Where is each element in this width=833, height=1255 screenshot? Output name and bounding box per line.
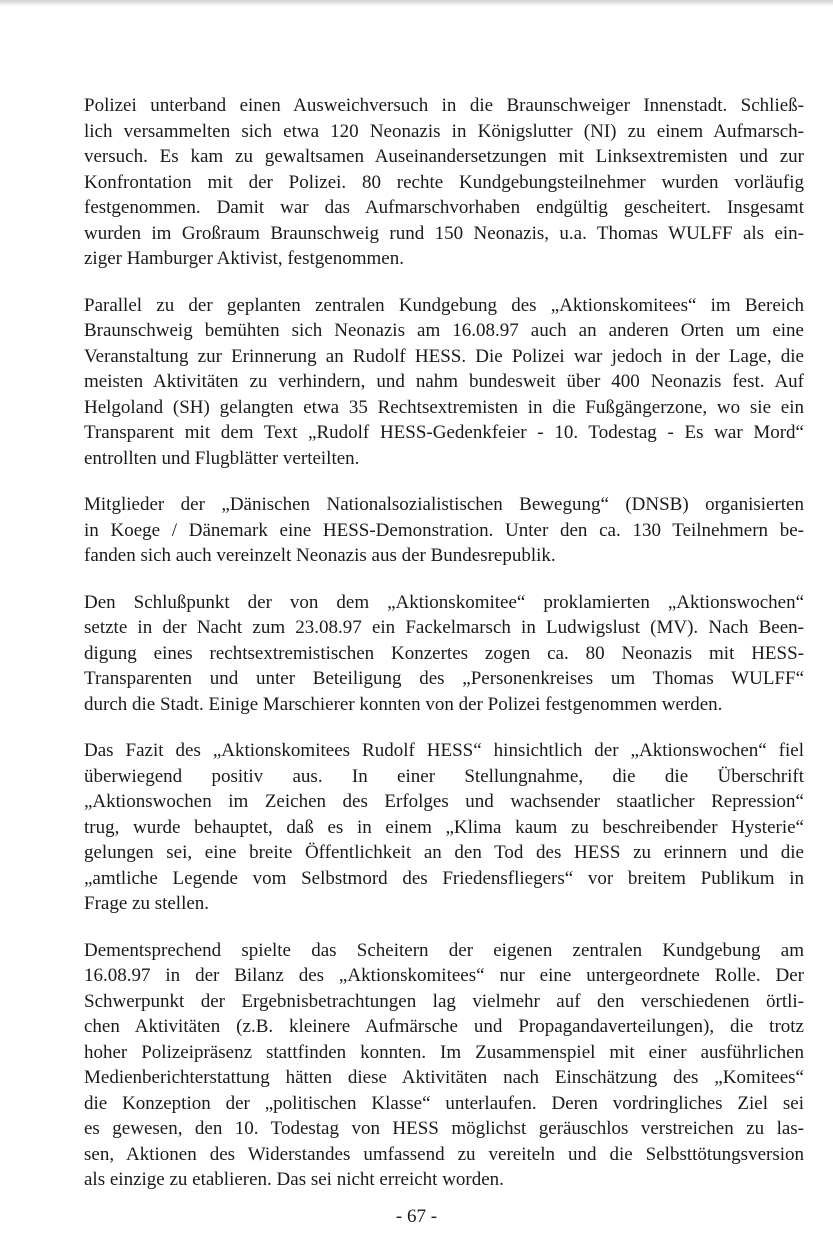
paragraph-5 [84, 738, 804, 917]
text-line: trug, wurde behauptet, daß es in einem „Klima kaum zu beschreibender Hysterie“ [84, 816, 804, 838]
paragraph-2 [84, 293, 804, 472]
text-line: „amtliche Legende vom Selbstmord des Friedensfliegers“ vor breitem Publikum in [84, 867, 804, 889]
text-line: die Konzeption der „politischen Klasse“ unterlaufen. Deren vordringliches Ziel sei [84, 1092, 804, 1114]
text-line: chen Aktivitäten (z.B. kleinere Aufmärsche und Propagandaverteilungen), die trotz [84, 1016, 804, 1037]
text-line: hoher Polizeipräsenz stattfinden konnten. Im Zusammenspiel mit einer ausführlichen [84, 1041, 804, 1063]
text-line: Braunschweig bemühten sich Neonazis am 16.08.97 auch an anderen Orten um eine [84, 320, 804, 341]
text-line: Schwerpunkt der Ergebnisbetrachtungen lag vielmehr auf den verschiedenen örtli- [84, 990, 804, 1012]
text-line: versuch. Es kam zu gewaltsamen Auseinandersetzungen mit Linksextremisten und zur [84, 146, 804, 167]
document-page [84, 93, 804, 1214]
text-line: Konfrontation mit der Polizei. 80 rechte Kundgebungsteilnehmer wurden vorläufig [84, 171, 804, 193]
text-line: digung eines rechtsextremistischen Konzertes zogen ca. 80 Neonazis mit HESS- [84, 642, 804, 664]
text-line: Frage zu stellen. [84, 893, 210, 914]
text-line: in Koege / Dänemark eine HESS-Demonstration. Unter den ca. 130 Teilnehmern be- [84, 519, 804, 541]
text-line: Transparenten und unter Beteiligung des „Personenkreises um Thomas WULFF“ [84, 668, 804, 689]
text-line: fanden sich auch vereinzelt Neonazis aus der Bundesrepublik. [84, 545, 556, 566]
text-line: es gewesen, den 10. Todestag von HESS möglichst geräuschlos verstreichen zu las- [84, 1118, 804, 1139]
text-line: Das Fazit des „Aktionskomitees Rudolf HESS“ hinsichtlich der „Aktionswochen“ fiel [84, 740, 804, 761]
text-line: Den Schlußpunkt der von dem „Aktionskomitee“ proklamierten „Aktionswochen“ [84, 591, 804, 613]
text-line: Medienberichterstattung hätten diese Aktivitäten nach Einschätzung des „Komitees“ [84, 1067, 804, 1088]
text-line: Parallel zu der geplanten zentralen Kundgebung des „Aktionskomitees“ im Bereich [84, 294, 804, 316]
paragraph-3 [84, 492, 804, 569]
paragraph-4 [84, 590, 804, 718]
text-line: sen, Aktionen des Widerstandes umfassend zu vereiteln und die Selbsttötungsversion [84, 1143, 804, 1165]
text-line: festgenommen. Damit war das Aufmarschvorhaben endgültig gescheitert. Insgesamt [84, 197, 804, 218]
text-line: setzte in der Nacht zum 23.08.97 ein Fackelmarsch in Ludwigslust (MV). Nach Been- [84, 617, 804, 638]
text-line: als einzige zu etablieren. Das sei nicht erreicht worden. [84, 1169, 504, 1190]
text-line: wurden im Großraum Braunschweig rund 150 Neonazis, u.a. Thomas WULFF als ein- [84, 222, 804, 244]
text-line: gelungen sei, eine breite Öffentlichkeit an den Tod des HESS zu erinnern und die [84, 842, 804, 863]
text-line: Veranstaltung zur Erinnerung an Rudolf HESS. Die Polizei war jedoch in der Lage, die [84, 345, 804, 367]
text-line: meisten Aktivitäten zu verhindern, und nahm bundesweit über 400 Neonazis fest. Auf [84, 371, 804, 392]
text-line: „Aktionswochen im Zeichen des Erfolges und wachsender staatlicher Repression“ [84, 791, 804, 812]
text-line: ziger Hamburger Aktivist, festgenommen. [84, 248, 404, 269]
text-line: Mitglieder der „Dänischen Nationalsozialistischen Bewegung“ (DNSB) organisierten [84, 494, 804, 515]
text-line: lich versammelten sich etwa 120 Neonazis in Königslutter (NI) zu einem Aufmarsch- [84, 120, 804, 142]
text-line: überwiegend positiv aus. In einer Stellungnahme, die die Überschrift [84, 765, 804, 787]
text-line: Transparent mit dem Text „Rudolf HESS-Gedenkfeier - 10. Todestag - Es war Mord“ [84, 422, 804, 443]
text-line: 16.08.97 in der Bilanz des „Aktionskomitees“ nur eine untergeordnete Rolle. Der [84, 965, 804, 986]
text-line: Polizei unterband einen Ausweichversuch in die Braunschweiger Innenstadt. Schließ- [84, 95, 804, 116]
text-line: entrollten und Flugblätter verteilten. [84, 447, 360, 469]
text-line: Dementsprechend spielte das Scheitern der eigenen zentralen Kundgebung am [84, 939, 804, 961]
paragraph-6 [84, 938, 804, 1193]
page-number: - 67 - [395, 1206, 438, 1227]
text-line: Helgoland (SH) gelangten etwa 35 Rechtsextremisten in die Fußgängerzone, wo sie ein [84, 396, 804, 418]
text-line: durch die Stadt. Einige Marschierer konnten von der Polizei festgenommen werden. [84, 693, 723, 715]
paragraph-1 [84, 93, 804, 272]
scan-edge [0, 0, 833, 6]
